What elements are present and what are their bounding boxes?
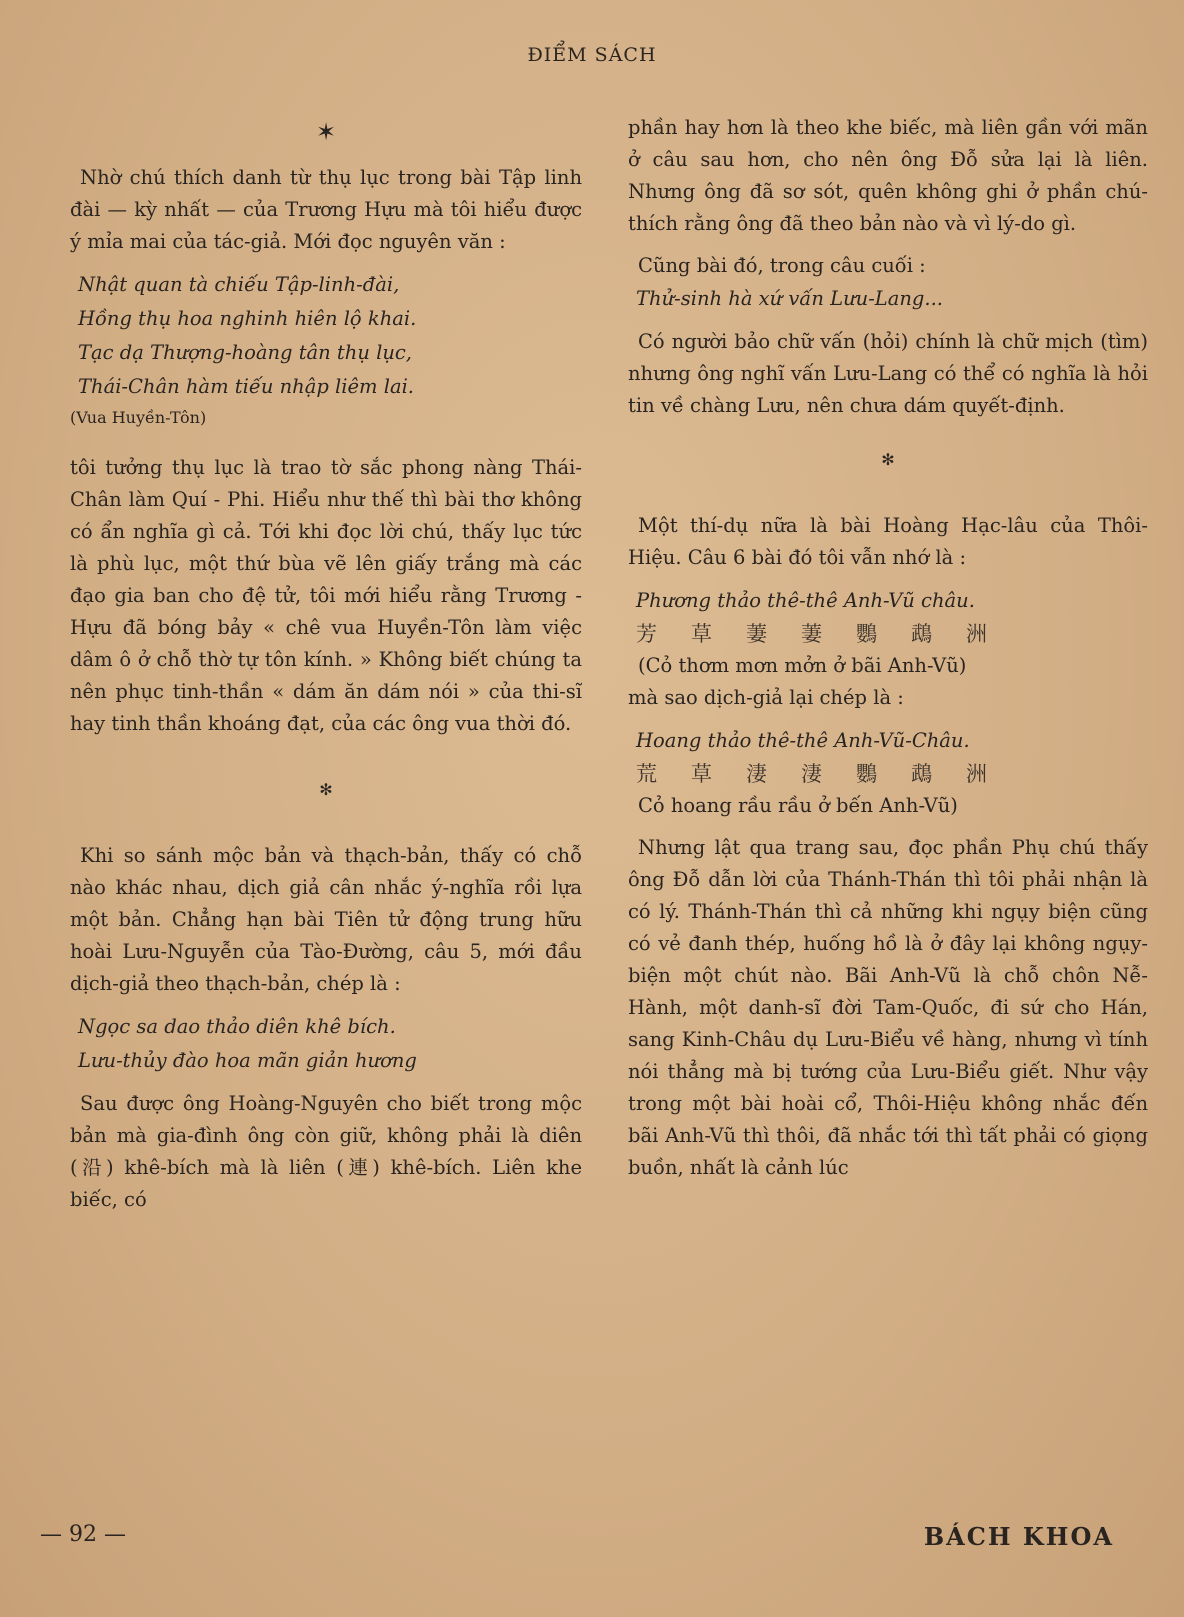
right-column [628, 112, 1148, 1184]
left-column [70, 112, 582, 1216]
verse-line: Hoang thảo thê-thê Anh-Vũ-Châu. [636, 729, 970, 752]
paragraph: Có người bảo chữ vấn (hỏi) chính là chữ mịch (tìm) nhưng ông nghĩ vấn Lưu-Lang có thể có nghĩa là hỏi tin về chàng Lưu, nên chưa dám quyết-định. [628, 330, 1148, 417]
verse-line: Phương thảo thê-thê Anh-Vũ châu. [636, 589, 975, 612]
paragraph: Cũng bài đó, trong câu cuối : [638, 254, 926, 277]
paragraph: Khi so sánh mộc bản và thạch-bản, thấy có chỗ nào khác nhau, dịch giả cân nhắc ý-nghĩa rồi lựa một bản. Chẳng hạn bài Tiên tử động trung hữu hoài Lưu-Nguyễn của Tào-Đường, câu 5, mới đầu dịch-giả theo thạch-bản, chép là : [70, 844, 582, 995]
verse-line: Thử-sinh hà xứ vấn Lưu-Lang... [636, 287, 944, 310]
page-number: — 92 — [40, 1522, 126, 1547]
ornament-star: ✻ [881, 450, 895, 469]
paragraph: Một thí-dụ nữa là bài Hoàng Hạc-lâu của Thôi-Hiệu. Câu 6 bài đó tôi vẫn nhớ là : [628, 514, 1148, 569]
translation-line: Cỏ hoang rầu rầu ở bến Anh-Vũ) [638, 794, 958, 817]
verse-line: Nhật quan tà chiếu Tập-linh-đài, [78, 273, 400, 296]
ornament-star: ✻ [319, 780, 333, 799]
verse-line: Hồng thụ hoa nghinh hiên lộ khai. [78, 307, 417, 330]
han-characters: 芳草萋萋鸚鵡洲 [636, 622, 1021, 646]
verse-line: Lưu-thủy đào hoa mãn giản hương [78, 1049, 417, 1072]
paragraph: tôi tưởng thụ lục là trao tờ sắc phong nàng Thái-Chân làm Quí - Phi. Hiểu như thế thì bài thơ không có ẩn nghĩa gì cả. Tới khi đọc lời chú, thấy lục tức là phù lục, một thứ bùa vẽ lên giấy trắng mà các đạo gia ban cho đệ tử, tôi mới hiểu rằng Trương - Hựu đã bóng bảy « chê vua Huyền-Tôn làm việc dâm ô ở chỗ thờ tự tôn kính. » Không biết chúng ta nên phục tinh-thần « dám ăn dám nói » của thi-sĩ hay tinh thần khoáng đạt, của các ông vua thời đó. [70, 456, 582, 735]
verse-line: Tạc dạ Thượng-hoàng tân thụ lục, [78, 341, 413, 364]
verse-attribution: (Vua Huyền-Tôn) [70, 408, 207, 427]
page-header: ĐIỂM SÁCH [527, 44, 657, 66]
verse-line: Ngọc sa dao thảo diên khê bích. [78, 1015, 396, 1038]
paragraph: Nhưng lật qua trang sau, đọc phần Phụ chú thấy ông Đỗ dẫn lời của Thánh-Thán thì tôi phải nhận là có lý. Thánh-Thán thì cả những khi ngụy biện cũng có vẻ đanh thép, huống hồ là ở đây lại không ngụy-biện một chút nào. Bãi Anh-Vũ là chỗ chôn Nễ-Hành, một danh-sĩ đời Tam-Quốc, đi sứ cho Hán, sang Kinh-Châu dụ Lưu-Biểu về hàng, nhưng vì tính nói thẳng mà bị tướng của Lưu-Biểu giết. Như vậy trong một bài hoài cổ, Thôi-Hiệu không nhắc đến bãi Anh-Vũ thì thôi, đã nhắc tới thì tất phải có giọng buồn, nhất là cảnh lúc [628, 836, 1148, 1179]
magazine-name: BÁCH KHOA [923, 1522, 1114, 1551]
paragraph: mà sao dịch-giả lại chép là : [628, 686, 904, 709]
verse-line: Thái-Chân hàm tiếu nhập liêm lai. [78, 375, 415, 398]
translation-line: (Cỏ thơm mơn mởn ở bãi Anh-Vũ) [638, 654, 967, 677]
paragraph: phần hay hơn là theo khe biếc, mà liên gần với mãn ở câu sau hơn, cho nên ông Đỗ sửa lại là liên. Nhưng ông đã sơ sót, quên không ghi ở phần chú-thích rằng ông đã theo bản nào và vì lý-do gì. [628, 116, 1148, 235]
paragraph: Sau được ông Hoàng-Nguyên cho biết trong mộc bản mà gia-đình ông còn giữ, không phải là diên (沿) khê-bích mà là liên (連) khê-bích. Liên khe biếc, có [70, 1092, 582, 1211]
ornament-star: ✶ [315, 118, 337, 146]
paragraph: Nhờ chú thích danh từ thụ lục trong bài Tập linh đài — kỳ nhất — của Trương Hựu mà tôi hiểu được ý mỉa mai của tác-giả. Mới đọc nguyên văn : [70, 166, 582, 253]
han-characters: 荒草淒淒鸚鵡洲 [636, 762, 1021, 786]
